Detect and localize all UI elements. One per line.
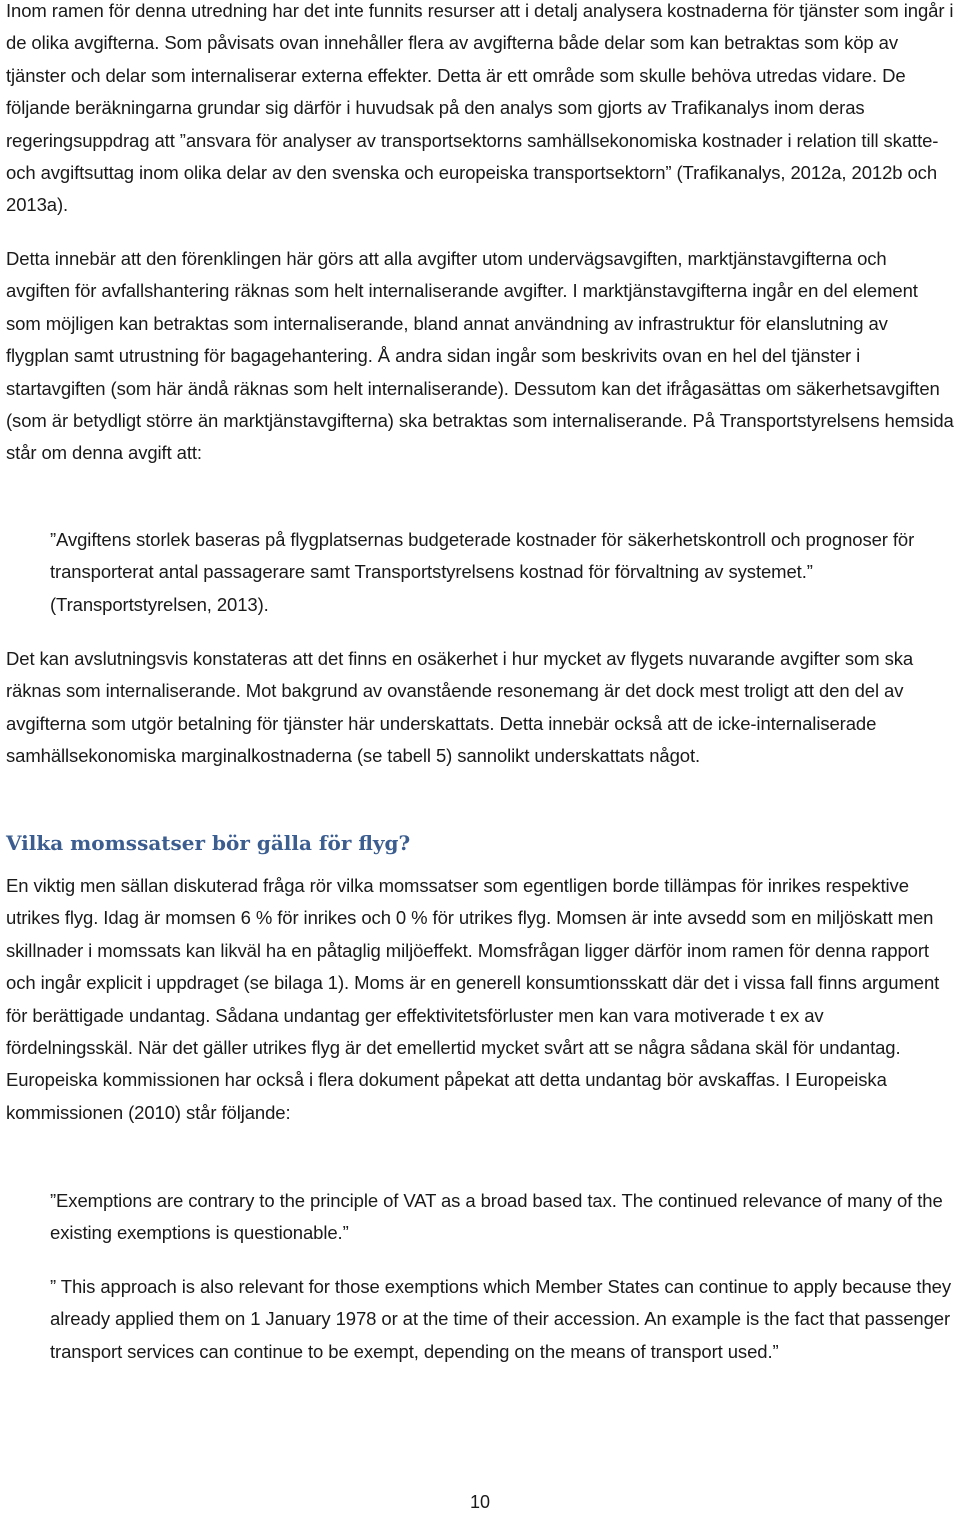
quote-eu-commission-2: ” This approach is also relevant for those exemptions which Member States can continue to apply because they already applied them on 1 January 1978 or at the time of their accession. An example is the fact that passenger transport services can continue to be exempt, depending on the means of transport used.” (50, 1276, 951, 1362)
section-heading-vat: Vilka momssatser bör gälla för flyg? (6, 831, 411, 855)
quote-eu-commission-1: ”Exemptions are contrary to the principle of VAT as a broad based tax. The continued relevance of many of the existing exemptions is questionable.” (50, 1190, 943, 1244)
quote-transportstyrelsen: ”Avgiftens storlek baseras på flygplatsernas budgeterade kostnader för säkerhetskontroll och prognoser för transporterat antal passagerare samt Transportstyrelsens kostnad för förvaltning av systemet.” (Transportstyrelsen, 2013). (50, 529, 915, 615)
paragraph-internalising-fees: Detta innebär att den förenklingen här görs att alla avgifter utom undervägsavgiften, marktjänstavgifterna och avgiften för avfallshantering räknas som helt internaliserande avgifter. I marktjänstavgifterna ingår en del element som möjligen kan betraktas som internaliserande, bland annat användning av infrastruktur för elanslutning av flygplan samt utrustning för bagagehantering. Å andra sidan ingår som beskrivits ovan en hel del tjänster i startavgiften (som här ändå räknas som helt internaliserande). Dessutom kan det ifrågasättas om säkerhetsavgiften (som är betydligt större än marktjänstavgifterna) ska betraktas som internaliserande. På Transportstyrelsens hemsida står om denna avgift att: (6, 248, 954, 464)
paragraph-cost-analysis: Inom ramen för denna utredning har det inte funnits resurser att i detalj analysera kostnaderna för tjänster som ingår i de olika avgifterna. Som påvisats ovan innehåller flera av avgifterna både delar som kan betraktas som köp av tjänster och delar som internaliserar externa effekter. Detta är ett område som skulle behöva utredas vidare. De följande beräkningarna grundar sig därför i huvudsak på den analys som gjorts av Trafikanalys inom deras regeringsuppdrag att ”ansvara för analyser av transportsektorns samhällsekonomiska kostnader i relation till skatte- och avgiftsuttag inom olika delar av den svenska och europeiska transportsektorn” (Trafikanalys, 2012a, 2012b och 2013a). (6, 0, 954, 216)
paragraph-vat-discussion: En viktig men sällan diskuterad fråga rör vilka momssatser som egentligen borde tillämpas för inrikes respektive utrikes flyg. Idag är momsen 6 % för inrikes och 0 % för utrikes flyg. Momsen är inte avsedd som en miljöskatt men skillnader i momssats kan likväl ha en påtaglig miljöeffekt. Momsfrågan ligger därför inom ramen för denna rapport och ingår explicit i uppdraget (se bilaga 1). Moms är en generell konsumtionsskatt där det i vissa fall finns argument för berättigade undantag. Sådana undantag ger effektivitetsförluster men kan vara motiverade t ex av fördelningsskäl. När det gäller utrikes flyg är det emellertid mycket svårt att se några sådana skäl för undantag. Europeiska kommissionen har också i flera dokument påpekat att detta undantag bör avskaffas. I Europeiska kommissionen (2010) står följande: (6, 875, 940, 1123)
page-number: 10 (469, 1492, 491, 1512)
paragraph-conclusion: Det kan avslutningsvis konstateras att det finns en osäkerhet i hur mycket av flygets nuvarande avgifter som ska räknas som internaliserande. Mot bakgrund av ovanstående resonemang är det dock mest troligt att den del av avgifterna som utgör betalning för tjänster här underskattats. Detta innebär också att de icke-internaliserade samhällsekonomiska marginalkostnaderna (se tabell 5) sannolikt underskattats något. (6, 648, 914, 767)
